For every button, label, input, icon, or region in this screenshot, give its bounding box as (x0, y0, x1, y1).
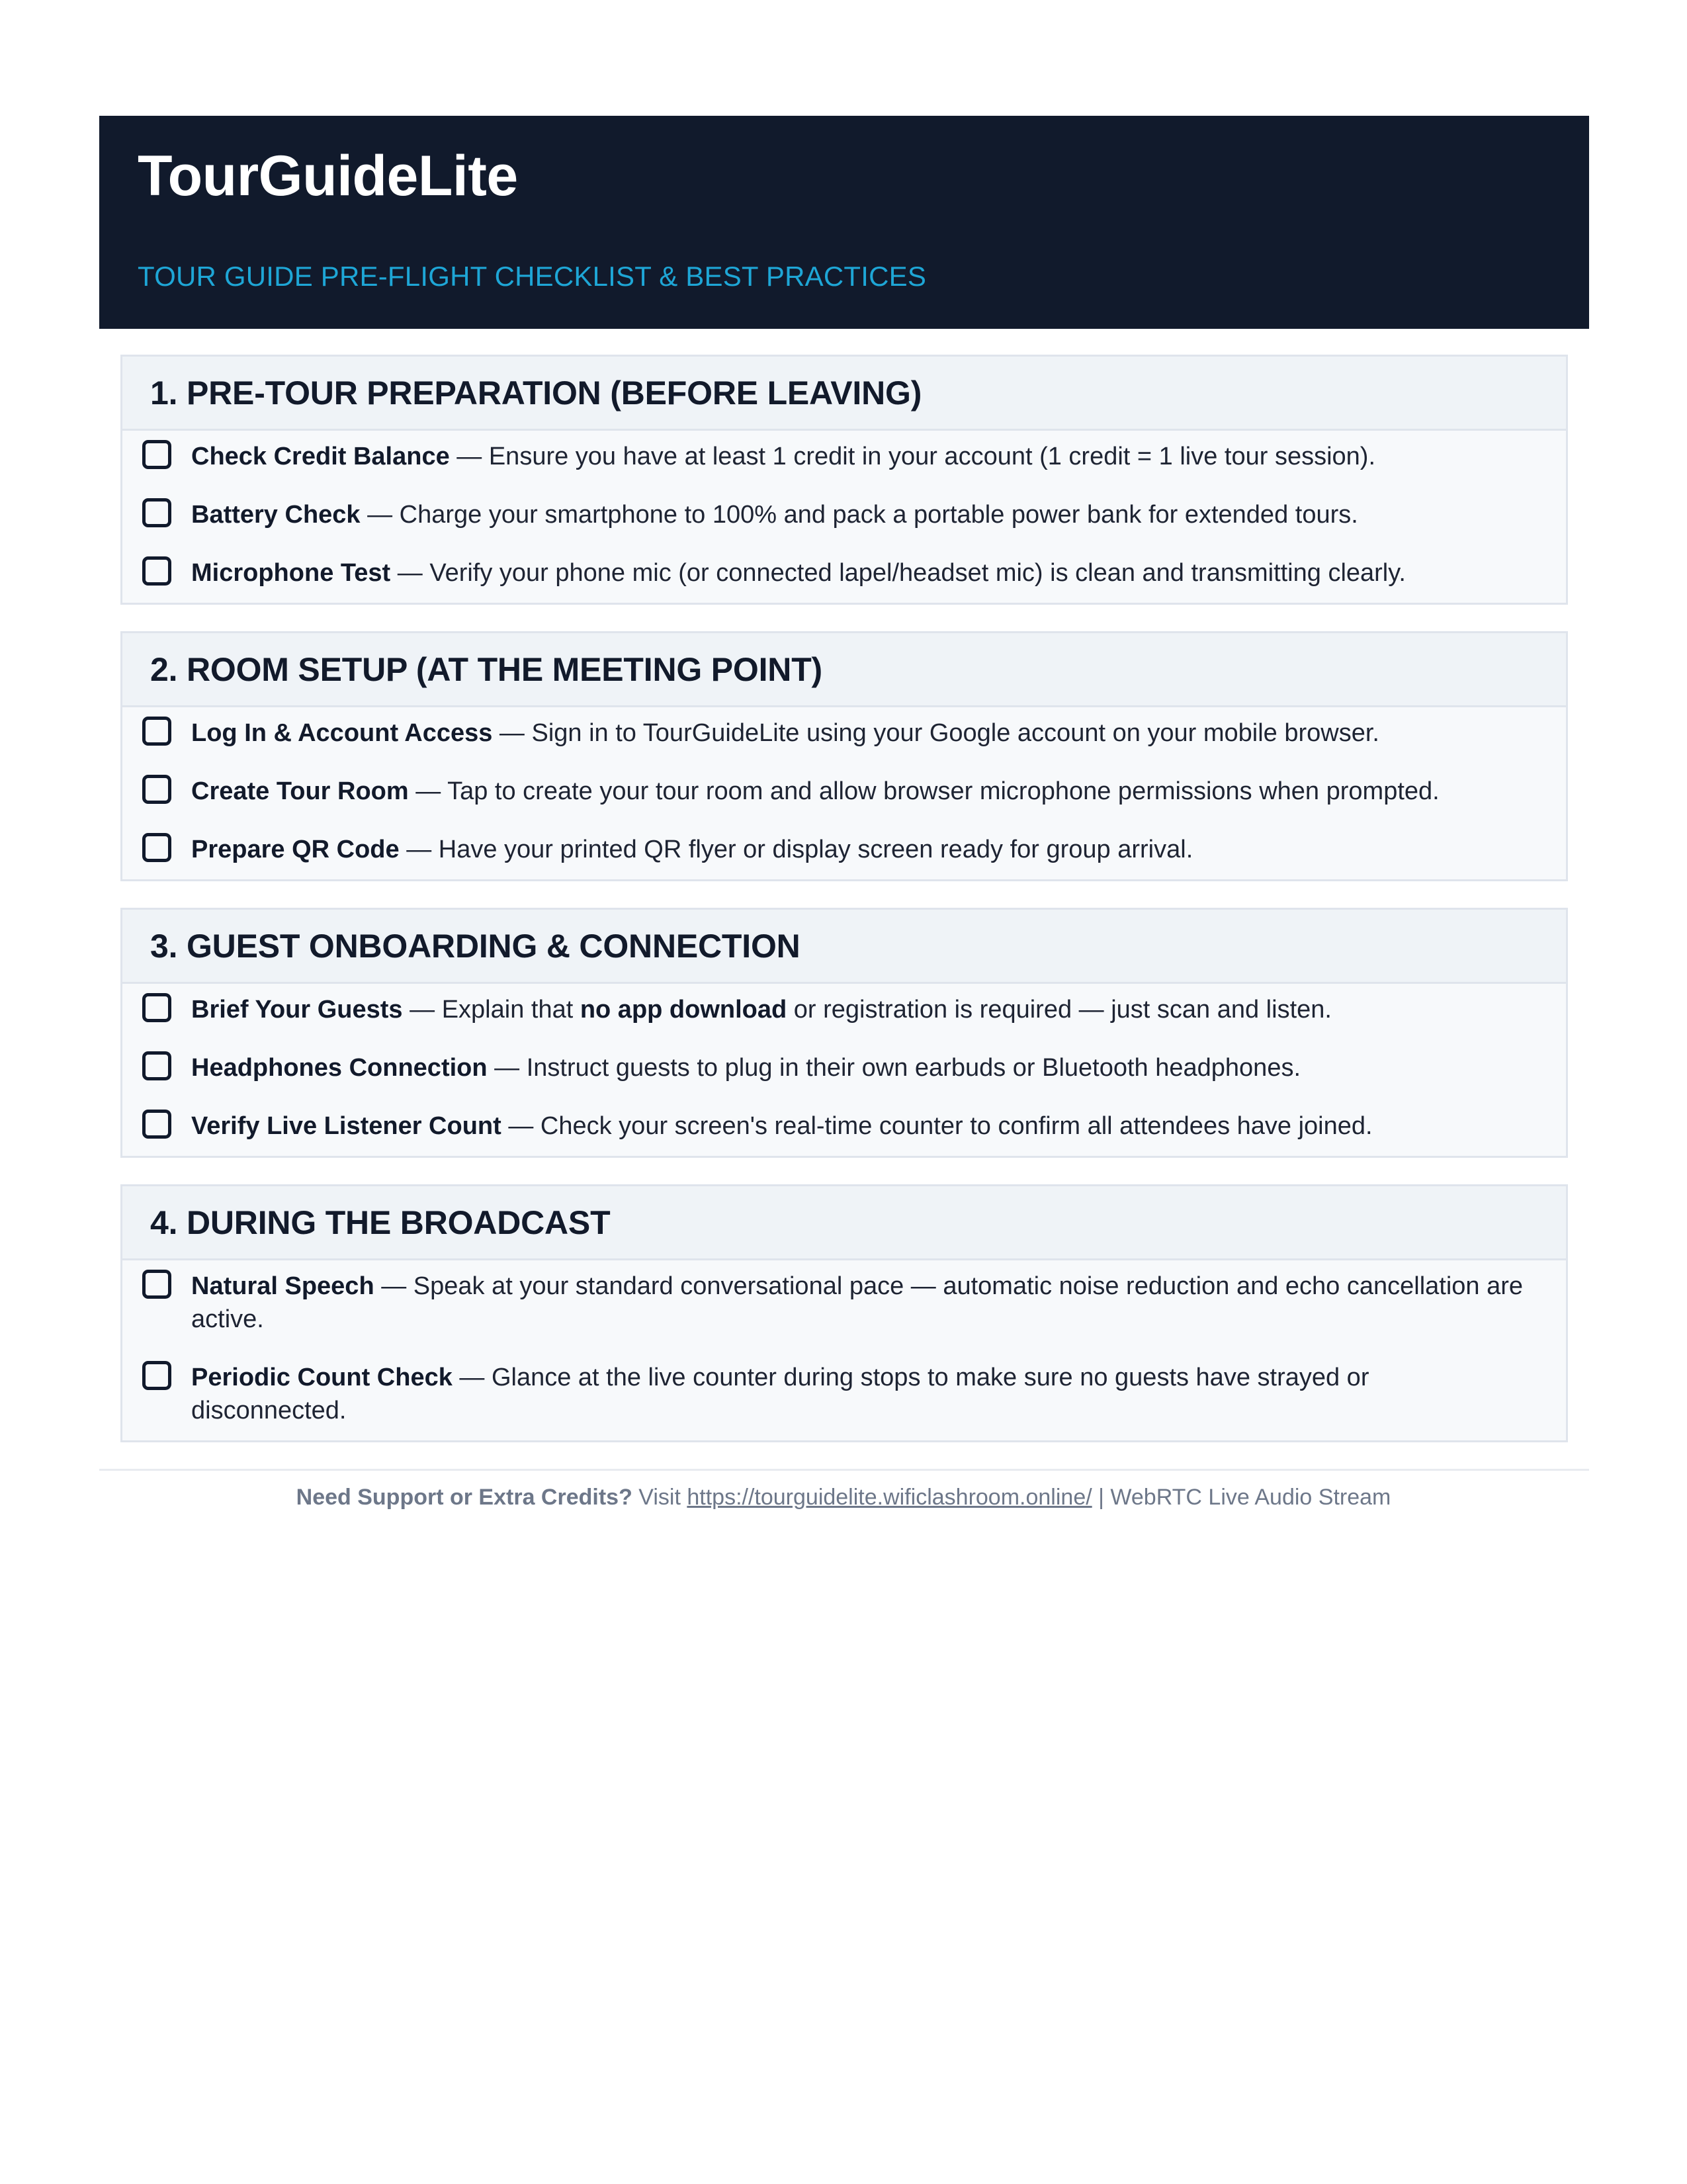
brand-title: TourGuideLite (138, 144, 518, 208)
item-title: Brief Your Guests (191, 996, 403, 1024)
footer-divider (99, 1469, 1589, 1471)
checkbox[interactable] (142, 775, 171, 804)
section-header (122, 633, 1566, 707)
item-description: — Instruct guests to plug in their own earbuds or Bluetooth headphones. (487, 1054, 1301, 1082)
item-description: — Have your printed QR flyer or display screen ready for group arrival. (399, 836, 1193, 863)
checklist-sections (120, 355, 1568, 1469)
checklist-items (122, 1260, 1566, 1440)
item-description: — Sign in to TourGuideLite using your Google account on your mobile browser. (492, 719, 1379, 747)
support-link[interactable]: https://tourguidelite.wificlashroom.online/ (687, 1485, 1092, 1510)
item-description: — Glance at the live counter during stops to make sure no guests have strayed or disconnected. (191, 1364, 1369, 1424)
item-text (191, 717, 1379, 750)
checkbox[interactable] (142, 556, 171, 586)
item-text (191, 440, 1375, 473)
section-header (122, 357, 1566, 431)
checkbox[interactable] (142, 1361, 171, 1390)
checklist-items (122, 431, 1566, 603)
item-description: — Ensure you have at least 1 credit in your account (1 credit = 1 live tour session). (449, 443, 1376, 470)
checklist-item (122, 1361, 1566, 1427)
item-title: Battery Check (191, 501, 361, 529)
checklist-item (122, 833, 1566, 866)
item-title: Check Credit Balance (191, 443, 450, 470)
checklist-item (122, 556, 1566, 590)
item-description: — Speak at your standard conversational pace — automatic noise reduction and echo cancellation are active. (191, 1272, 1524, 1333)
item-text (191, 1270, 1526, 1336)
item-description: — Check your screen's real-time counter to confirm all attendees have joined. (501, 1112, 1373, 1140)
checkbox[interactable] (142, 1270, 171, 1299)
checkbox[interactable] (142, 833, 171, 862)
checklist-items (122, 984, 1566, 1156)
checkbox[interactable] (142, 1051, 171, 1080)
item-title: Microphone Test (191, 559, 391, 587)
item-text (191, 993, 1332, 1026)
section-guest-onboarding (120, 908, 1568, 1158)
item-title: Create Tour Room (191, 777, 409, 805)
section-title: 3. GUEST ONBOARDING & CONNECTION (150, 927, 800, 965)
item-description-continued: or registration is required — just scan and listen. (787, 996, 1332, 1024)
item-title: Natural Speech (191, 1272, 374, 1300)
checkbox[interactable] (142, 717, 171, 746)
item-title: Log In & Account Access (191, 719, 493, 747)
item-emphasis: no app download (580, 996, 787, 1024)
section-room-setup (120, 631, 1568, 881)
item-title: Verify Live Listener Count (191, 1112, 501, 1140)
item-description: — Tap to create your tour room and allow browser microphone permissions when prompted. (408, 777, 1440, 805)
checkbox[interactable] (142, 993, 171, 1022)
checkbox[interactable] (142, 1110, 171, 1139)
checkbox[interactable] (142, 440, 171, 469)
footer-suffix: | WebRTC Live Audio Stream (1092, 1485, 1391, 1510)
section-during-broadcast (120, 1184, 1568, 1442)
checklist-item (122, 1110, 1566, 1143)
section-pre-tour-preparation (120, 355, 1568, 605)
item-text (191, 498, 1358, 531)
checkbox[interactable] (142, 498, 171, 527)
section-title: 1. PRE-TOUR PREPARATION (BEFORE LEAVING) (150, 374, 922, 412)
item-text (191, 1361, 1526, 1427)
footer (0, 1485, 1687, 1510)
section-title: 4. DURING THE BROADCAST (150, 1203, 611, 1241)
header-banner (99, 116, 1589, 329)
checklist-item (122, 498, 1566, 531)
section-title: 2. ROOM SETUP (AT THE MEETING POINT) (150, 650, 822, 688)
document-subtitle: TOUR GUIDE PRE-FLIGHT CHECKLIST & BEST PRACTICES (138, 261, 927, 292)
checklist-item (122, 1270, 1566, 1336)
checklist-items (122, 707, 1566, 879)
checklist-item (122, 440, 1566, 473)
item-text (191, 775, 1440, 808)
item-text (191, 1051, 1301, 1084)
checklist-item (122, 775, 1566, 808)
item-text (191, 1110, 1373, 1143)
section-header (122, 1186, 1566, 1260)
item-title: Prepare QR Code (191, 836, 400, 863)
item-description: — Verify your phone mic (or connected lapel/headset mic) is clean and transmitting clearly. (390, 559, 1406, 587)
item-text (191, 556, 1406, 590)
footer-visit-text: Visit (632, 1485, 687, 1510)
footer-prompt: Need Support or Extra Credits? (296, 1485, 632, 1510)
checklist-item (122, 1051, 1566, 1084)
item-title: Periodic Count Check (191, 1364, 453, 1391)
checklist-item (122, 993, 1566, 1026)
item-title: Headphones Connection (191, 1054, 488, 1082)
item-text (191, 833, 1193, 866)
item-description: — Explain that (402, 996, 580, 1024)
checklist-item (122, 717, 1566, 750)
item-description: — Charge your smartphone to 100% and pack a portable power bank for extended tours. (360, 501, 1358, 529)
section-header (122, 910, 1566, 984)
